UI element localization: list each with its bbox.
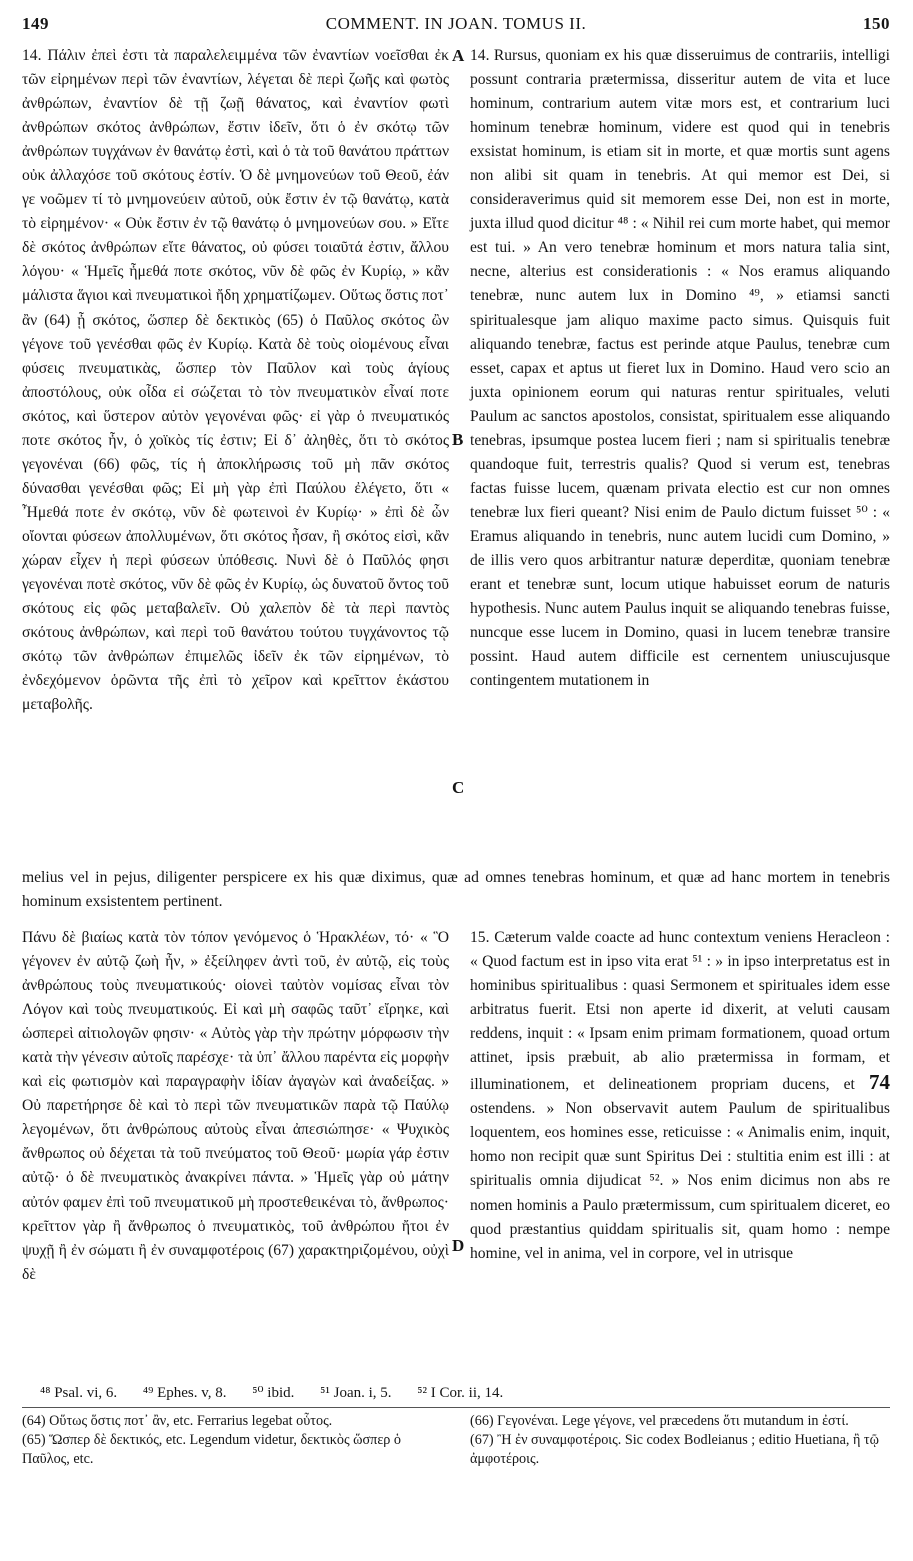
note-64: (64) Οὕτως ὅστις ποτ᾽ ἂν, etc. Ferrarius legebat οὗτος.	[22, 1413, 333, 1429]
scripture-ref: ⁴⁹ Ephes. v, 8.	[142, 1385, 227, 1401]
greek-column-2	[22, 926, 449, 1287]
latin-column-1	[470, 44, 890, 693]
column-number-marker: 74	[869, 1070, 890, 1095]
latin-paragraph-15-part-b: ostendens. » Non observavit autem Paulum de spiritualibus loquentem, eos homines esse, reticuisse : « Animalis enim, inquit, homo non recipit quæ sunt Spiritus Dei : stultitia enim est illi : at spiritualis omnia dijudicat ⁵². » Nos enim dicimus non abs re nomen hominis a Paulo prætermissum, cum spiritualem diceret, eo quod præstantius quiddam spiritualis sit, quam homo : nempe homine, vel in anima, vel in corpore, vel in utrisque	[470, 1100, 890, 1262]
scripture-ref: ⁴⁸ Psal. vi, 6.	[40, 1385, 118, 1401]
scripture-references	[40, 1383, 900, 1402]
greek-paragraph-14: 14. Πάλιν ἐπεὶ ἐστι τὰ παραλελειμμένα τῶν ἐναντίων νοεῖσθαι ἐκ τῶν εἰρημένων περὶ τῶν ἐναντίων, λέγεται δὲ περὶ ζωῆς καὶ φωτὸς ἀνθρώπων, ἐναντίον δὲ τῇ ζωῇ θάνατος, καὶ ἐναντίον φωτὶ ἀνθρώπων σκότος ἀνθρώπων, ἔστιν ἰδεῖν, ὅτι ὁ ἐν σκότῳ τῶν ἀνθρώπων τυγχάνων ἐν θανάτῳ ἐστὶ, καὶ ὁ τὰ τοῦ θανάτου πράττων οὐκ ἀλλαχόσε τοῦ σκότους ἐστίν. Ὁ δὲ μνημονεύων τοῦ Θεοῦ, ἐάν γε νοῶμεν τί τὸ μνημονεύειν αὐτοῦ, οὐκ ἔστιν ἐν τῷ θανάτῳ, κατὰ τὸ εἰρημένον· « Οὐκ ἔστιν ἐν τῷ θανάτῳ ὁ μνημονεύων σου. » Εἴτε δὲ σκότος ἀνθρώπων εἴτε θάνατος, οὐ φύσει τοιαῦτά ἐστιν, ἄλλου λόγου· « Ἡμεῖς ἦμεθά ποτε σκότος, νῦν δὲ φῶς ἐν Κυρίῳ, » κἂν μάλιστα ἅγιοι καὶ πνευματικοὶ ἤδη χρηματίζωμεν. Οὕτως ὅστις ποτ᾽ ἂν (64) ᾖ σκότος, ὥσπερ δὲ δεκτικὸς (65) ὁ Παῦλος σκότος ὢν γέγονε τοῦ γενέσθαι φῶς ἐν Κυρίῳ. Κατὰ δὲ τοὺς οἰομένους εἶναι φύσεις πνευματικὰς, ὥσπερ τὸν Παῦλον καὶ τοὺς ἁγίους ἀποστόλους, οὐκ οἶδα εἰ σώζεται τὸ τὸν πνευματικὸν εἶναί ποτε σκότος, καὶ ὕστερον αὐτὸν γεγονέναι φῶς· εἰ γὰρ ὁ πνευματικός ποτε σκότος ἦν, ὁ χοϊκὸς τίς ἐστιν; Εἰ δ᾽ ἀληθὲς, ὅτι τὸ σκότος γεγονέναι (66) φῶς, τίς ἡ ἀποκλήρωσις τοῦ μὴ πᾶν σκότος δύνασθαι γενέσθαι φῶς; Εἰ μὴ γὰρ ἐπὶ Παύλου ἐλέγετο, ὅτι « Ἦμεθά ποτε ἐν σκότῳ, νῦν δὲ φωτεινοὶ ἐν Κυρίῳ· » ἐπὶ δὲ ὧν οἴονται φύσεων ἀπολλυμένων, ὅτι σκότος ἦσαν, ἢ σκότος εἰσὶ, κἂν χώραν εἶχεν ἡ περὶ φύσεων ὑπόθεσις. Νυνὶ δὲ ὁ Παῦλός φησι γεγονέναι ποτὲ σκότος, νῦν δὲ φῶς ἐν Κυρίῳ, ὡς δυνατοῦ ὄντος τοῦ σκότους εἰς φῶς μεταβαλεῖν. Οὐ χαλεπὸν δὲ τὰ περὶ παντὸς σκότους ἀνθρώπων, καὶ περὶ τοῦ θανάτου τούτου τυγχάνοντος τῷ σκότῳ τῶν ἀνθρώπων ἐπιμελῶς ἰδεῖν ἐκ τῶν εἰρημένων, τὸ ἐνδεχόμενον ὁρῶντα τῆς ἐπὶ τὸ χεῖρον καὶ κρεῖττον ἑκάστου μεταβολῆς.	[22, 47, 449, 714]
page-number-right: 150	[863, 14, 890, 33]
notes-right	[470, 1412, 890, 1469]
running-header	[22, 14, 890, 42]
scripture-ref: ⁵⁰ ibid.	[252, 1385, 295, 1401]
note-67: (67) Ἢ ἐν συναμφοτέροις. Sic codex Bodleianus ; editio Huetiana, ἢ τῷ ἀμφοτέροις.	[470, 1432, 879, 1467]
scripture-ref: ⁵² I Cor. ii, 14.	[417, 1385, 504, 1401]
latin-paragraph-14: 14. Rursus, quoniam ex his quæ disseruimus de contrariis, intelligi possunt contraria prætermissa, disseritur autem de vita et luce hominum, contrarium autem vitæ mors est, et contrarium luci hominum tenebræ hominum, videre est quod qui in tenebris exsistat hominum, is etiam sit in morte, et quæ mortis sunt agens non alibi sit quam in tenebris. At qui memor est Dei, si consideraverimus quid sit memorem esse Dei, non est in morte, juxta illud quod dicitur ⁴⁸ : « Nihil rei cum morte habet, qui memor est tui. » An vero tenebræ hominum et mors natura talia sint, necne, alterius est considerationis : « Nos eramus aliquando tenebræ, nunc autem lux in Domino ⁴⁹, » etiamsi sancti spiritualesque jam aliquo maxime pacto simus. Quisquis fuit aliquando tenebræ, factus est perinde atque Paulus, tenebræ cum esset, capax et aptus ut fieret lux in Domino. Haud vero scio an juxta opinionem eorum qui naturas rentur spirituales, veluti Paulum ac sanctos apostolos, consistat, spiritualem esse aliquando tenebras, ipsumque postea lucem fieri ; nam si spiritualis tenebræ quandoque fuit, terrestris qualis? Quod si verum est, tenebras factas fuisse lucem, quænam privata electio est cur non omnes tenebræ lux fieri queant? Nisi enim de Paulo dictum fuisset ⁵⁰ : « Eramus aliquando in tenebris, nunc autem lucidi cum Domino, » de illis vero quos arbitrantur naturæ deperditæ, quoniam tenebræ erant et tenebræ sunt, locum utique habuisset eorum de naturis hypothesis. Nunc autem Paulus inquit se aliquando tenebras fuisse, nuncque esse lucem in Domino, quasi in lucem tenebræ transire possint. Haud autem difficile est cernentem uniuscujusque contingentem mutationem in	[470, 47, 890, 690]
margin-letter-d: D	[452, 1236, 465, 1255]
greek-paragraph-heracleon: Πάνυ δὲ βιαίως κατὰ τὸν τόπον γενόμενος ὁ Ἡρακλέων, τό· « Ὃ γέγονεν ἐν αὐτῷ ζωὴ ἦν, » ἐξείληφεν ἀντὶ τοῦ, ἐν αὐτῷ, εἰς τοὺς ἀνθρώπους τοὺς πνευματικούς· οἱονεὶ ταὐτὸν νομίσας εἶναι τὸν Λόγον καὶ τοὺς πνευματικούς. Εἰ καὶ μὴ σαφῶς ταῦτ᾽ εἴρηκε, καὶ ὡσπερεὶ αἰτιολογῶν φησιν· « Αὐτὸς γὰρ τὴν πρώτην μόρφωσιν τὴν κατὰ τὴν γένεσιν αὐτοῖς παρέσχε· τὰ ὑπ᾽ ἄλλου παρέντα εἰς μορφὴν καὶ εἰς φωτισμὸν καὶ παραγραφὴν ἰδίαν ἀγαγὼν καὶ ἀναδείξας. » Οὐ παρετήρησε δὲ καὶ τὸ περὶ τῶν πνευματικῶν παρὰ τῷ Παύλῳ λεγομένων, ὅτι ἀνθρώπους αὐτοὺς εἶναι ἀπεσιώπησε· « Ψυχικὸς ἄνθρωπος οὐ δέχεται τὰ τοῦ πνεύματος τοῦ Θεοῦ· μωρία γάρ ἐστιν αὐτῷ· ὁ δὲ πνευματικὸς ἀνακρίνει πάντα. » Ἡμεῖς γὰρ οὐ μάτην αὐτόν φαμεν ἐπὶ τοῦ πνευματικοῦ μὴ προστεθεικέναι τὸ, ἄνθρωπος· κρεῖττον γὰρ ἢ ἄνθρωπος ὁ πνευματικὸς, τοῦ ἀνθρώπου ἤτοι ἐν ψυχῇ ἢ ἐν σώματι ἢ ἐν συναμφοτέροις (67) χαρακτηριζομένου, οὐχὶ δὲ	[22, 929, 449, 1283]
page-number-left: 149	[22, 14, 49, 33]
scripture-ref: ⁵¹ Joan. i, 5.	[320, 1385, 392, 1401]
latin-column-2	[470, 926, 890, 1266]
notes-left	[22, 1412, 447, 1469]
running-title: COMMENT. IN JOAN. TOMUS II.	[325, 14, 587, 33]
latin-paragraph-15	[470, 926, 890, 1266]
note-65: (65) Ὥσπερ δὲ δεκτικός, etc. Legendum videtur, δεκτικὸς ὥσπερ ὁ Παῦλος, etc.	[22, 1432, 402, 1467]
margin-letter-c: C	[452, 778, 465, 797]
margin-letter-b: B	[452, 430, 464, 449]
greek-column-1	[22, 44, 449, 717]
latin-fullwidth-line: melius vel in pejus, diligenter perspicere ex his quæ diximus, quæ ad omnes tenebras hominum, et quæ ad hanc mortem in tenebris hominum exsistentem pertinent.	[22, 869, 890, 911]
latin-paragraph-15-part-a: 15. Cæterum valde coacte ad hunc contextum veniens Heracleon : « Quod factum est in ipso vita erat ⁵¹ : » in ipso interpretatus est in hominibus spiritualibus : quasi Sermonem et spirituales idem esse arbitratus fuerit. Etsi non aperte id dixerit, at veluti causam reddens, inquit : « Ipsam enim primam formationem, quoad ortum attinet, ipsis præbuit, ab alio prætermissa in formam, et illuminationem, et delineationem propriam ducens, et	[470, 929, 890, 1094]
footnote-divider	[22, 1407, 890, 1408]
note-66: (66) Γεγονέναι. Lege γέγονε, vel præcedens ὅτι mutandum in ἐστί.	[470, 1413, 849, 1429]
margin-letter-a: A	[452, 46, 465, 65]
